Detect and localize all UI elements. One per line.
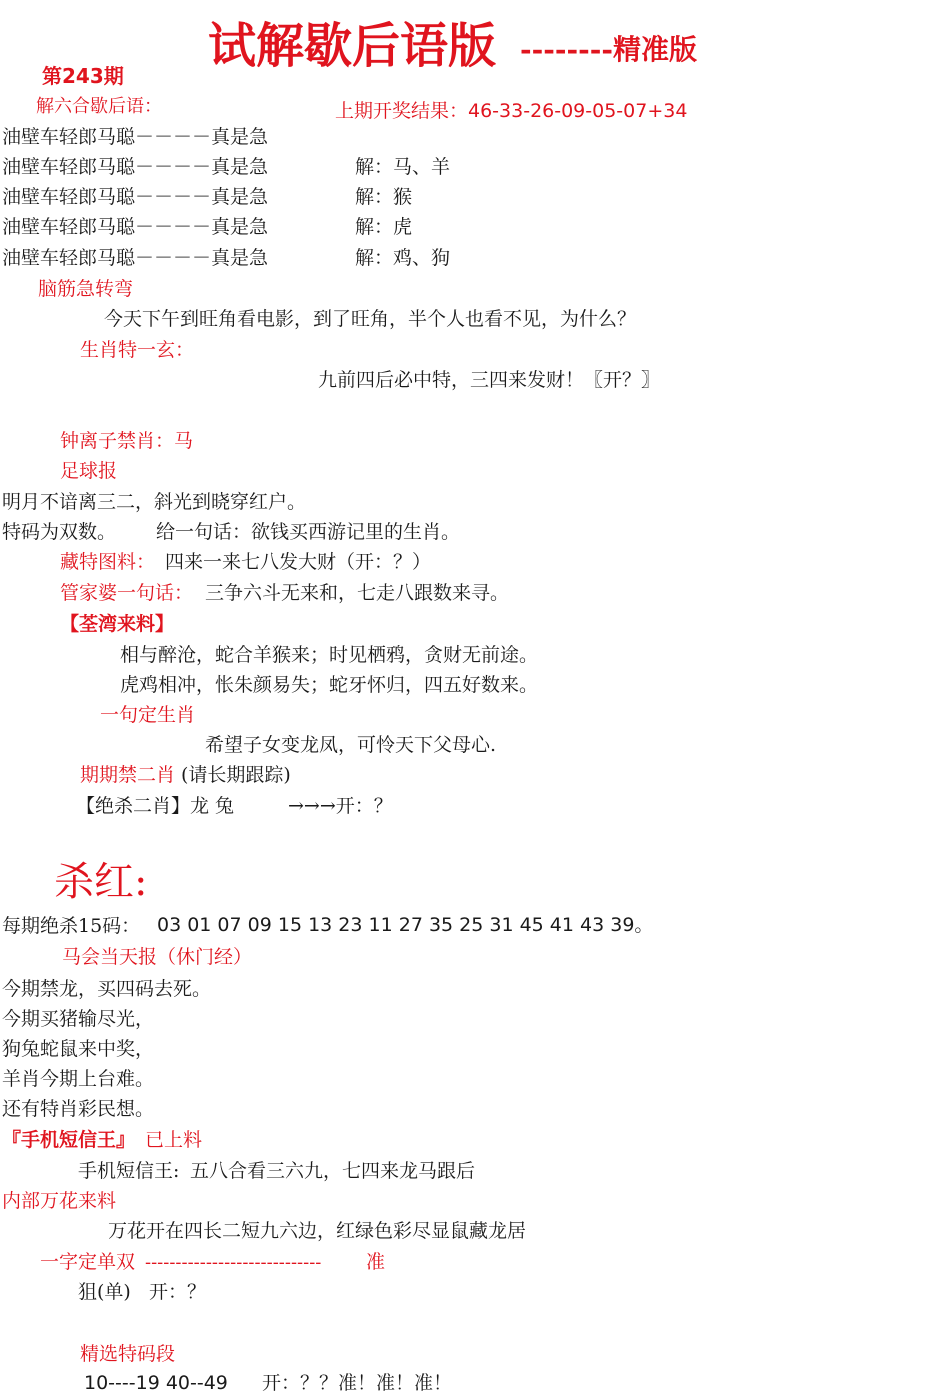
riddle-line: 油壁车轻郎马聪－－－－真是急 xyxy=(2,216,269,238)
zodiac-one-text: 九前四后必中特，三四来发财！〖开？〗 xyxy=(318,369,661,391)
horse-daily-heading: 马会当天报（休门经） xyxy=(62,946,253,968)
special-range-values: 10----19 40--49 xyxy=(84,1372,228,1394)
brain-teaser-text: 今天下午到旺角看电影，到了旺角，半个人也看不见，为什么？ xyxy=(104,308,637,330)
wanhua-text: 万花开在四长二短九六边，红绿色彩尽显鼠藏龙居 xyxy=(108,1220,527,1242)
brain-teaser-heading: 脑筋急转弯 xyxy=(38,278,134,300)
horse-daily-line: 狗兔蛇鼠来中奖， xyxy=(2,1038,155,1060)
single-double-heading: 一字定单双 xyxy=(40,1251,136,1273)
quanwan-line: 相与醉沧，蛇合羊猴来；时见栖鸦，贪财无前途。 xyxy=(120,644,539,666)
page-title: 试解歇后语版 xyxy=(208,18,497,74)
special-range-suffix: 开：？？准！准！准！ xyxy=(262,1372,453,1394)
sms-text: 五八合看三六九，七四来龙马跟后 xyxy=(190,1160,476,1182)
kill-red-heading: 杀红: xyxy=(54,859,148,905)
riddle-answer: 解：猴 xyxy=(355,186,413,208)
football-line: 特码为双数。 xyxy=(2,521,117,543)
sms-label: 手机短信王: xyxy=(78,1160,180,1182)
ban-two-arrow: →→→开：？ xyxy=(288,795,393,817)
zodiac-one-heading: 生肖特一玄： xyxy=(80,339,195,361)
riddle-line: 油壁车轻郎马聪－－－－真是急 xyxy=(2,247,269,269)
horse-daily-line: 今期禁龙，买四码去死。 xyxy=(2,978,212,1000)
one-sentence-heading: 一句定生肖 xyxy=(100,704,196,726)
football-hint: 给一句话：欲钱买西游记里的生肖。 xyxy=(156,521,461,543)
ban-two-line: 【绝杀二肖】龙 兔 xyxy=(76,795,235,817)
kill-red-numbers: 03 01 07 09 15 13 23 11 27 35 25 31 45 41 43 39。 xyxy=(157,914,654,936)
sms-heading: 『手机短信王』 xyxy=(2,1129,136,1151)
riddle-answer: 解：虎 xyxy=(355,216,413,238)
housekeeper-text: 三争六斗无来和，七走八跟数来寻。 xyxy=(205,582,510,604)
one-sentence-text: 希望子女变龙凤，可怜天下父母心. xyxy=(205,734,497,756)
page-title-suffix: --------精准版 xyxy=(520,33,697,66)
football-line: 明月不谙离三二，斜光到晓穿红户。 xyxy=(2,491,307,513)
hidden-chart-label: 藏特图料： xyxy=(60,551,156,573)
horse-daily-line: 羊肖今期上台难。 xyxy=(2,1068,155,1090)
riddle-line: 油壁车轻郎马聪－－－－真是急 xyxy=(2,186,269,208)
riddle-answer: 解：马、羊 xyxy=(355,156,451,178)
special-range-heading: 精选特码段 xyxy=(80,1343,176,1365)
riddle-heading: 解六合歇后语： xyxy=(36,96,162,117)
kill-red-prefix: 每期绝杀15码： xyxy=(2,915,141,937)
last-result: 上期开奖结果：46-33-26-09-05-07+34 xyxy=(335,100,688,122)
single-double-dashes: ----------------------------- xyxy=(145,1252,322,1273)
single-double-suffix: 准 xyxy=(366,1251,386,1273)
ban-two-note: (请长期跟踪) xyxy=(181,764,291,786)
riddle-line: 油壁车轻郎马聪－－－－真是急 xyxy=(2,126,269,148)
zhongli-ban: 钟离子禁肖：马 xyxy=(60,430,194,452)
quanwan-line: 虎鸡相冲，怅朱颜易失；蛇牙怀归，四五好数来。 xyxy=(120,674,539,696)
single-double-text: 狙(单) 开：？ xyxy=(78,1281,206,1303)
football-heading: 足球报 xyxy=(60,460,118,482)
issue-number: 第243期 xyxy=(42,64,124,88)
riddle-answer: 解：鸡、狗 xyxy=(355,247,451,269)
ban-two-heading: 期期禁二肖 xyxy=(80,764,176,786)
horse-daily-line: 还有特肖彩民想。 xyxy=(2,1098,155,1120)
hidden-chart-text: 四来一来七八发大财（开：？） xyxy=(165,551,432,573)
riddle-line: 油壁车轻郎马聪－－－－真是急 xyxy=(2,156,269,178)
horse-daily-line: 今期买猪输尽光， xyxy=(2,1008,155,1030)
wanhua-heading: 内部万花来料 xyxy=(2,1190,117,1212)
quanwan-heading: 【荃湾来料】 xyxy=(60,613,175,635)
housekeeper-label: 管家婆一句话： xyxy=(60,582,194,604)
sms-heading-status: 已上料 xyxy=(145,1129,203,1151)
